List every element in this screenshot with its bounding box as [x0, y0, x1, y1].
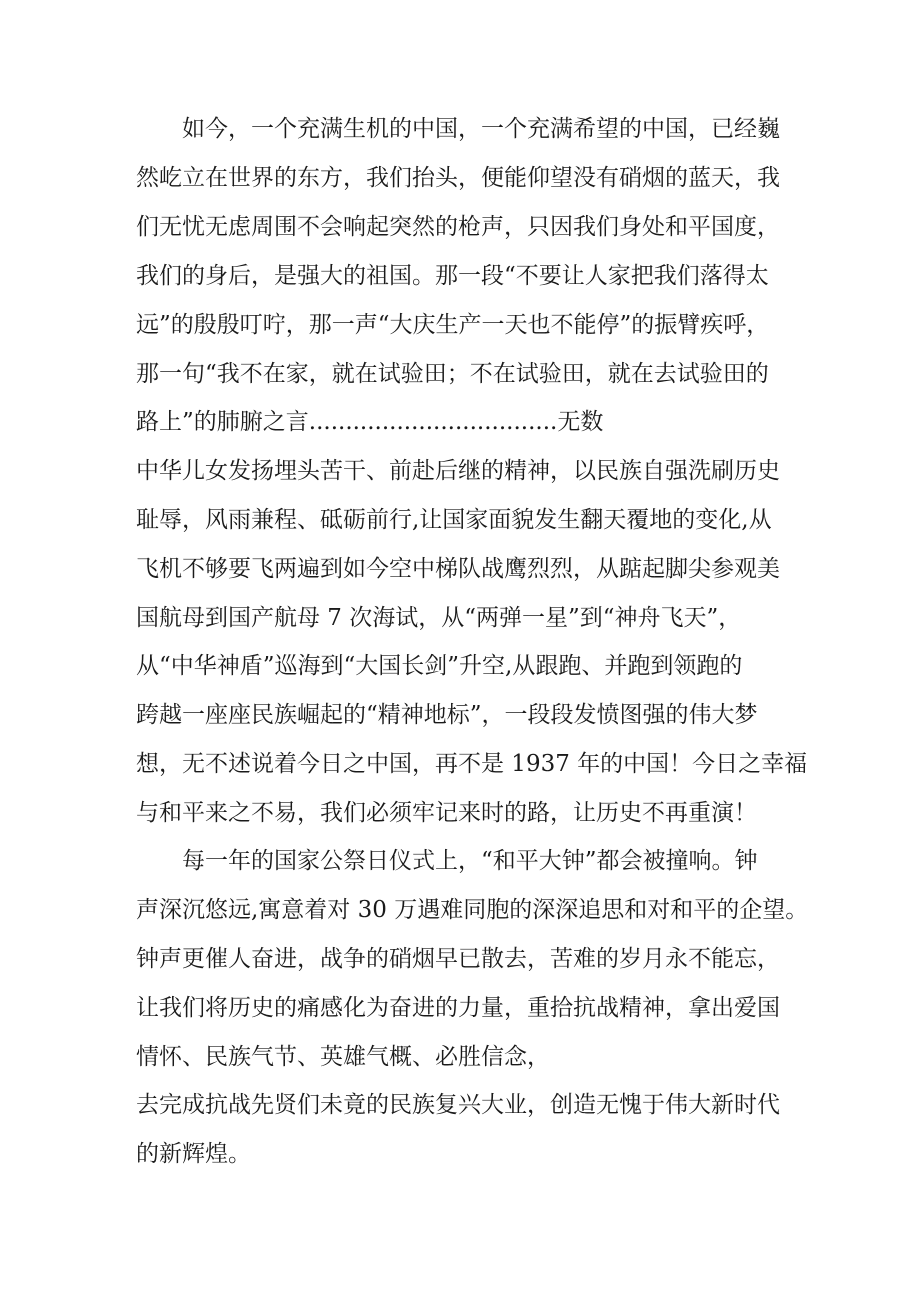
text-line: 中华儿女发扬埋头苦干、前赴后继的精神，以民族自强洗刷历史	[136, 458, 780, 484]
text-line: 的新辉煌。	[136, 1141, 251, 1167]
text-line: 如今，一个充满生机的中国，一个充满希望的中国，已经巍	[182, 116, 780, 142]
text-line: 远”的殷殷叮咛，那一声“大庆生产一天也不能停”的振臂疾呼，	[136, 312, 770, 338]
text-line: 然屹立在世界的东方，我们抬头，便能仰望没有硝烟的蓝天，我	[136, 165, 780, 191]
text-line: 声深沉悠远,寓意着对 30 万遇难同胞的深深追思和对和平的企望。	[136, 897, 809, 923]
text-line: 想，无不述说着今日之中国，再不是 1937 年的中国！今日之幸福	[136, 751, 808, 777]
text-line: 飞机不够要飞两遍到如今空中梯队战鹰烈烈，从踮起脚尖参观美	[136, 556, 780, 582]
text-line: 耻辱，风雨兼程、砥砺前行,让国家面貌发生翻天覆地的变化,从	[136, 507, 772, 533]
text-line: 们无忧无虑周围不会响起突然的枪声，只因我们身处和平国度，	[136, 214, 780, 240]
text-line: 国航母到国产航母 7 次海试，从“两弹一星”到“神舟飞天”，	[136, 605, 742, 631]
text-line: 路上”的肺腑之言..................................无数	[136, 409, 604, 435]
text-line: 与和平来之不易，我们必须牢记来时的路，让历史不再重演！	[136, 800, 757, 826]
text-line: 那一句“我不在家，就在试验田；不在试验田，就在去试验田的	[136, 361, 769, 387]
text-line: 每一年的国家公祭日仪式上，“和平大钟”都会被撞响。钟	[182, 848, 758, 874]
text-line: 跨越一座座民族崛起的“精神地标”，一段段发愤图强的伟大梦	[136, 702, 758, 728]
text-line: 情怀、民族气节、英雄气概、必胜信念，	[136, 1044, 550, 1070]
text-line: 去完成抗战先贤们未竟的民族复兴大业，创造无愧于伟大新时代	[136, 1092, 780, 1118]
text-line: 我们的身后，是强大的祖国。那一段“不要让人家把我们落得太	[136, 263, 769, 289]
text-line: 从“中华神盾”巡海到“大国长剑”升空,从跟跑、并跑到领跑的	[136, 653, 743, 679]
text-line: 钟声更催人奋进，战争的硝烟早已散去，苦难的岁月永不能忘，	[136, 946, 780, 972]
text-line: 让我们将历史的痛感化为奋进的力量，重拾抗战精神，拿出爱国	[136, 995, 780, 1021]
